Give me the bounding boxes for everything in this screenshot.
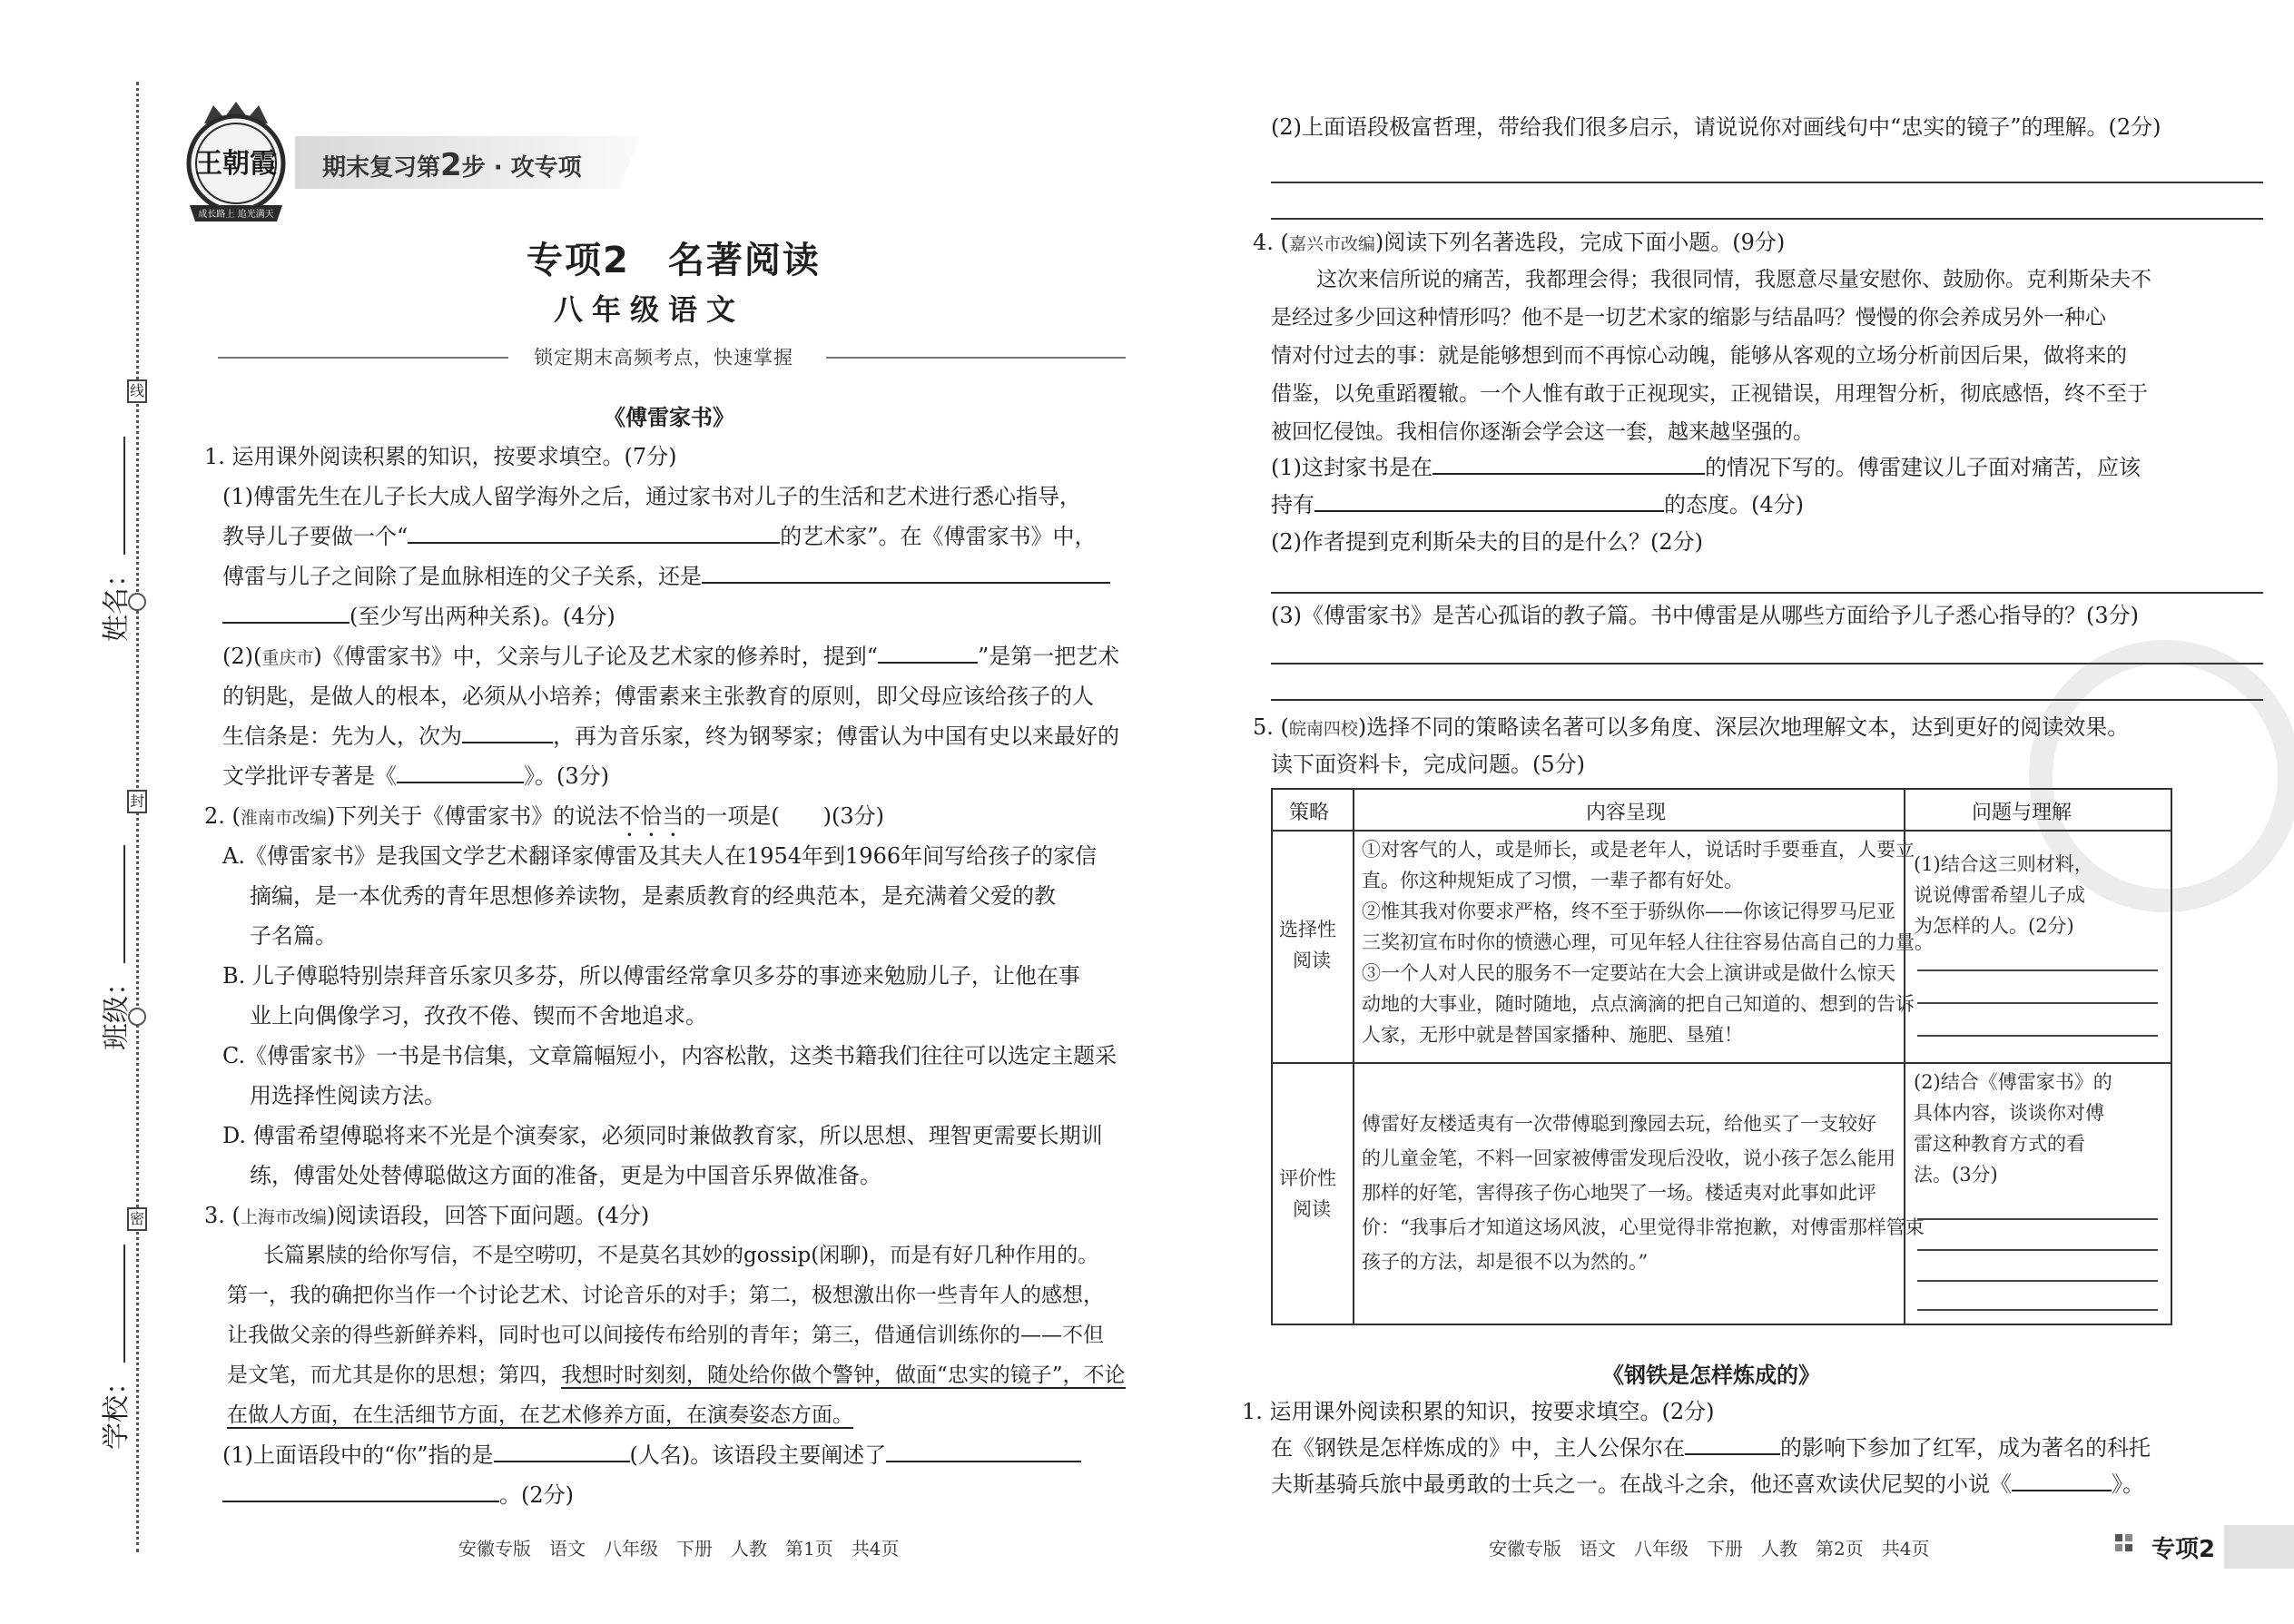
resource-card-table — [1271, 788, 2172, 1325]
row2-question-3: 雷这种教育方式的看 — [1914, 1133, 2085, 1155]
answer-line-q4-2[interactable] — [1271, 592, 2263, 594]
book-title-steel: 《钢铁是怎样炼成的》 — [1602, 1362, 1820, 1388]
row2-question-1: (2)结合《傅雷家书》的 — [1914, 1071, 2112, 1093]
school-field[interactable]: 学校： — [94, 1223, 133, 1450]
row2-answer-line-1[interactable] — [1917, 1218, 2158, 1220]
row2-label-2: 阅读 — [1293, 1198, 1331, 1220]
slogan-rule-right — [826, 357, 1126, 359]
blank-attitude[interactable] — [1314, 492, 1664, 512]
q1-1-line-c: 傅雷与儿子之间除了是血脉相连的父子关系，还是 — [222, 563, 1110, 590]
row2-content-3: 那样的好笔，害得孩子伤心地哭了一场。楼适夷对此事如此评 — [1362, 1182, 1876, 1204]
right-page — [1180, 0, 2294, 1624]
blank-novel[interactable] — [2012, 1471, 2112, 1491]
table-header-content: 内容呈现 — [1586, 802, 1667, 824]
q2-option-a-2: 摘编，是一本优秀的青年思想修养读物，是素质教育的经典范本，是充满着父爱的教 — [250, 883, 1056, 909]
row2-answer-line-2[interactable] — [1917, 1249, 2158, 1251]
row1-label-2: 阅读 — [1293, 950, 1331, 971]
table-header-questions: 问题与理解 — [1972, 802, 2072, 824]
page-title: 专项2 名著阅读 — [527, 240, 821, 281]
q1-2-line-d: 文学批评专著是《 》。(3分) — [222, 763, 609, 789]
section-tab — [2224, 1525, 2294, 1569]
q2-stem: 2. (淮南市改编)下列关于《傅雷家书》的说法不恰当的一项是( )(3分) — [204, 803, 885, 829]
answer-line-q4-3-a[interactable] — [1271, 663, 2263, 664]
blank-purpose-2[interactable] — [222, 1482, 499, 1502]
answer-line-q4-3-b[interactable] — [1271, 699, 2263, 701]
table-header-strategy: 策略 — [1289, 802, 1330, 824]
footer-right: 安徽专版 语文 八年级 下册 人教 第2页 共4页 — [1489, 1538, 1930, 1560]
table-row-divider-1 — [1273, 830, 2171, 832]
table-col-divider-1 — [1353, 790, 1354, 1324]
passage3-line-5: 在做人方面，在生活细节方面，在艺术修养方面，在演奏姿态方面。 — [227, 1403, 853, 1427]
q4-2: (2)作者提到克利斯朵夫的目的是什么？(2分) — [1271, 529, 1703, 555]
row2-answer-line-4[interactable] — [1917, 1309, 2158, 1311]
row1-question-1: (1)结合这三则材料， — [1914, 853, 2093, 875]
q6-stem: 1. 运用课外阅读积累的知识，按要求填空。(2分) — [1242, 1399, 1715, 1424]
q1-1-line-b: 教导儿子要做一个“ 的艺术家”。在《傅雷家书》中， — [222, 524, 1097, 549]
q5-stem-2: 读下面资料卡，完成问题。(5分) — [1271, 752, 1585, 777]
row1-content-4: 三奖初宣布时你的愤懑心理，可见年轻人往往容易估高自己的力量。 — [1362, 931, 1934, 953]
q3-1-line-b: 。(2分) — [222, 1481, 574, 1509]
row1-content-3: ②惟其我对你要求严格，终不至于骄纵你——你该记得罗马尼亚 — [1362, 901, 1895, 922]
banner-text: 期末复习第2步 · 攻专项 — [322, 147, 582, 183]
passage3-line-3: 让我做父亲的得些新鲜养料，同时也可以间接传布给别的青年；第三，借通信训练你的——不但 — [227, 1324, 1104, 1347]
q6-line-b: 夫斯基骑兵旅中最勇敢的士兵之一。在战斗之余，他还喜欢读伏尼契的小说《 》。 — [1271, 1471, 2144, 1497]
row1-answer-line-3[interactable] — [1917, 1035, 2158, 1037]
slogan: 锁定期末高频考点，快速掌握 — [534, 347, 793, 369]
q4-stem: 4. (嘉兴市改编)阅读下列名著选段，完成下面小题。(9分) — [1253, 230, 1786, 255]
q2-option-a-3: 子名篇。 — [250, 923, 337, 949]
q1-2-line-c: 生信条是：先为人，次为 ，再为音乐家，终为钢琴家；傅雷认为中国有史以来最好的 — [222, 723, 1119, 749]
q1-1-line-d: (至少写出两种关系)。(4分) — [222, 603, 615, 630]
q6-line-a: 在《钢铁是怎样炼成的》中，主人公保尔在 的影响下参加了红军，成为著名的科托 — [1271, 1435, 2151, 1461]
q4-1-line-b: 持有 的态度。(4分) — [1271, 492, 1804, 517]
passage4-line-5: 被回忆侵蚀。我相信你逐渐会学会这一套，越来越坚强的。 — [1271, 420, 1814, 444]
row2-question-2: 具体内容，谈谈你对傅 — [1914, 1102, 2104, 1124]
q3-1-line-a: (1)上面语段中的“你”指的是 (人名)。该语段主要阐述了 — [222, 1442, 1081, 1469]
row2-question-4: 法。(3分) — [1914, 1164, 1998, 1186]
blank-book[interactable] — [397, 763, 524, 783]
row1-answer-line-1[interactable] — [1917, 969, 2158, 971]
q1-1-line-a: (1)傅雷先生在儿子长大成人留学海外之后，通过家书对儿子的生活和艺术进行悉心指导， — [222, 484, 1081, 509]
q1-stem: 1. 运用课外阅读积累的知识，按要求填空。(7分) — [204, 444, 677, 469]
blank-key[interactable] — [878, 644, 978, 664]
seal-box-3: 密 — [127, 1207, 147, 1231]
row2-answer-line-3[interactable] — [1917, 1280, 2158, 1282]
slogan-rule-left — [218, 357, 508, 359]
blank-relation-2[interactable] — [222, 604, 350, 624]
blank-second[interactable] — [462, 723, 553, 743]
table-row-divider-2 — [1273, 1062, 2171, 1064]
q4-3: (3)《傅雷家书》是苦心孤诣的教子篇。书中傅雷是从哪些方面给予儿子悉心指导的？(3分) — [1271, 603, 2139, 628]
q2-option-c-1[interactable]: C.《傅雷家书》一书是书信集，文章篇幅短小，内容松散，这类书籍我们往往可以选定主题采 — [222, 1043, 1117, 1068]
q3-stem: 3. (上海市改编)阅读语段，回答下面问题。(4分) — [204, 1203, 650, 1228]
q5-stem: 5. (皖南四校)选择不同的策略读名著可以多角度、深层次地理解文本，达到更好的阅读效果。 — [1253, 714, 2130, 740]
seal-box-1: 线 — [127, 379, 147, 403]
q3-2: (2)上面语段极富哲理，带给我们很多启示，请说说你对画线句中“忠实的镜子”的理解。(2分) — [1271, 114, 2161, 140]
seal-box-2: 封 — [127, 790, 147, 813]
blank-artist[interactable] — [408, 524, 780, 544]
q2-option-a-1[interactable]: A.《傅雷家书》是我国文学艺术翻译家傅雷及其夫人在1954年到1966年间写给孩子的家信 — [222, 843, 1098, 869]
blank-influence[interactable] — [1685, 1435, 1780, 1455]
row2-content-4: 价：“我事后才知道这场风波，心里觉得非常抱歉，对傅雷那样管束 — [1362, 1216, 1925, 1238]
passage4-line-2: 是经过多少回这种情形吗？他不是一切艺术家的缩影与结晶吗？慢慢的你会养成另外一种心 — [1271, 306, 2106, 330]
class-field[interactable]: 班级： — [94, 823, 133, 1050]
row2-content-5: 孩子的方法，却是很不以为然的。” — [1362, 1251, 1649, 1273]
q2-option-b-2: 业上向偶像学习，孜孜不倦、锲而不舍地追求。 — [250, 1003, 707, 1029]
row2-content-1: 傅雷好友楼适夷有一次带傅聪到豫园去玩，给他买了一支较好 — [1362, 1113, 1876, 1135]
binding-dotted-line — [136, 82, 139, 1552]
row1-content-2: 直。你这种规矩成了习惯，一辈子都有好处。 — [1362, 870, 1743, 891]
row1-question-3: 为怎样的人。(2分) — [1914, 915, 2074, 937]
q2-option-d-2: 练，傅雷处处替傅聪做这方面的准备，更是为中国音乐界做准备。 — [250, 1163, 881, 1188]
logo-text: 王朝霞 — [195, 148, 277, 180]
row2-content-2: 的儿童金笔，不料一回家被傅雷发现后没收，说小孩子怎么能用 — [1362, 1147, 1895, 1169]
row1-label-1: 选择性 — [1279, 919, 1336, 940]
blank-person[interactable] — [494, 1442, 630, 1462]
q2-option-b-1[interactable]: B. 儿子傅聪特别崇拜音乐家贝多芬，所以傅雷经常拿贝多芬的事迹来勉励儿子，让他在事 — [222, 963, 1080, 989]
brand-logo — [177, 98, 295, 234]
q4-1-line-a: (1)这封家书是在 的情况下写的。傅雷建议儿子面对痛苦，应该 — [1271, 455, 2141, 480]
blank-situation[interactable] — [1433, 455, 1705, 475]
passage4-line-4: 借鉴，以免重蹈覆辙。一个人惟有敢于正视现实，正视错误，用理智分析，彻底感悟，终不至于 — [1271, 382, 2148, 406]
answer-line-q3-2-a[interactable] — [1271, 182, 2263, 183]
logo-motto: 成长路上 追光满天 — [198, 210, 274, 220]
section-tab-label: 专项2 — [2151, 1536, 2216, 1563]
passage3-line-4: 是文笔，而尤其是你的思想；第四，我想时时刻刻，随处给你做个警钟，做面“忠实的镜子”，不论 — [227, 1363, 1126, 1387]
row2-label-1: 评价性 — [1279, 1167, 1336, 1189]
row1-content-5: ③一个人对人民的服务不一定要站在大会上演讲或是做什么惊天 — [1362, 962, 1895, 984]
passage4-line-1: 这次来信所说的痛苦，我都理会得；我很同情，我愿意尽量安慰你、鼓励你。克利斯朵夫不 — [1316, 268, 2151, 291]
answer-line-q3-2-b[interactable] — [1271, 218, 2263, 220]
row1-content-6: 动地的大事业，随时随地，点点滴滴的把自己知道的、想到的告诉 — [1362, 993, 1915, 1015]
row1-content-7: 人家，无形中就是替国家播种、施肥、垦殖！ — [1362, 1024, 1743, 1046]
q1-2-line-a: (2)(重庆市)《傅雷家书》中，父亲与儿子论及艺术家的修养时，提到“ ”是第一把艺术 — [222, 644, 1120, 669]
row1-content-1: ①对客气的人，或是师长，或是老年人，说话时手要垂直，人要立 — [1362, 839, 1915, 861]
passage4-line-3: 情对付过去的事：就是能够想到而不再惊心动魄，能够从客观的立场分析前因后果，做将来的 — [1271, 344, 2127, 368]
passage3-line-2: 第一，我的确把你当作一个讨论艺术、讨论音乐的对手；第二，极想激出你一些青年人的感想， — [227, 1284, 1104, 1307]
name-field[interactable]: 姓名： — [94, 415, 133, 642]
q1-2-line-b: 的钥匙，是做人的根本，必须从小培养；傅雷素来主张教育的原则，即父母应该给孩子的人 — [222, 684, 1094, 709]
q2-option-c-2: 用选择性阅读方法。 — [250, 1083, 446, 1108]
row1-question-2: 说说傅雷希望儿子成 — [1914, 884, 2085, 906]
section-dots-icon — [2115, 1534, 2142, 1561]
row1-answer-line-2[interactable] — [1917, 1002, 2158, 1004]
blank-purpose[interactable] — [886, 1442, 1081, 1462]
blank-relation[interactable] — [702, 564, 1110, 584]
passage3-line-1: 长篇累牍的给你写信，不是空唠叨，不是莫名其妙的gossip(闲聊)，而是有好几种作用的。 — [263, 1244, 1099, 1267]
q2-option-d-1[interactable]: D. 傅雷希望傅聪将来不光是个演奏家，必须同时兼做教育家，所以思想、理智更需要长期训 — [222, 1123, 1103, 1148]
table-col-divider-2 — [1904, 790, 1905, 1324]
page-subtitle: 八年级语文 — [554, 292, 745, 327]
book-title-fulei: 《傅雷家书》 — [604, 404, 734, 430]
footer-left: 安徽专版 语文 八年级 下册 人教 第1页 共4页 — [458, 1538, 900, 1560]
